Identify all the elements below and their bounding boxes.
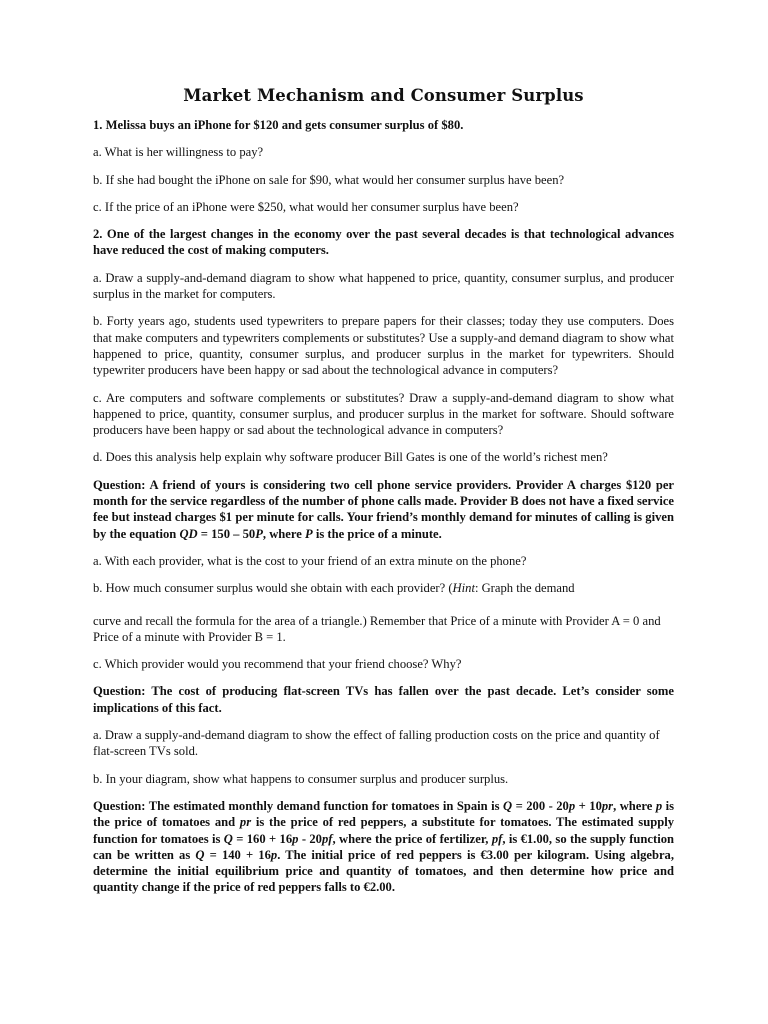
equation-p-definition: P — [305, 526, 313, 541]
q5-var: pf — [321, 831, 333, 846]
q5-var: p — [292, 831, 299, 846]
question-5-prompt — [93, 798, 674, 896]
question-1-part-b: b. If she had bought the iPhone on sale for $90, what would her consumer surplus have been? — [93, 172, 565, 187]
q5-text: , where the price of fertilizer, — [332, 831, 492, 846]
question-3-prompt-lead: Question: A friend of yours is considering two cell phone service providers. Provider A charges $120 per month for the service regardless of the number of phone calls made. Provider B does not have a fixed service fee but instead charges $1 per minute for calls. Your friend’s monthly demand for minutes of calling is given by the equation — [93, 477, 674, 541]
q5-text: Question: The estimated monthly demand function for tomatoes in Spain is — [93, 798, 503, 813]
q5-var: Q — [195, 847, 205, 862]
q5-text: = 200 - 20 — [512, 798, 569, 813]
equation-qd: QD — [179, 526, 198, 541]
question-2-prompt: 2. One of the largest changes in the economy over the past several decades is that technological advances have reduced the cost of making computers. — [93, 227, 674, 258]
question-4-part-b: b. In your diagram, show what happens to consumer surplus and producer surplus. — [93, 771, 509, 786]
equation-where: , where — [262, 526, 305, 541]
q5-text: , where — [613, 798, 656, 813]
equation-p: P — [255, 526, 263, 541]
q5-text: , is €1.00, so the supply function can be written as — [93, 831, 674, 862]
question-1-part-c: c. If the price of an iPhone were $250, what would her consumer surplus have been? — [93, 199, 519, 214]
question-1-prompt: 1. Melissa buys an iPhone for $120 and gets consumer surplus of $80. — [93, 118, 464, 132]
question-3-part-b-continued: curve and recall the formula for the area of a triangle.) Remember that Price of a minute with Provider A = 0 and Price of a minute with Provider B = 1. — [93, 613, 661, 644]
q5-var: Q — [503, 798, 513, 813]
equation-mid: = 150 – 50 — [197, 526, 256, 541]
q5-text: - 20 — [298, 831, 322, 846]
question-3-part-c: c. Which provider would you recommend that your friend choose? Why? — [93, 657, 462, 672]
q5-var: Q — [223, 831, 233, 846]
question-2-part-b: b. Forty years ago, students used typewriters to prepare papers for their classes; today they use computers. Does that make computers and typewriters complements or substitutes? Use a supply-and demand diagram to show what happened to price, quantity, consumer surplus, and producer surplus in the market for typewriters. Should typewriter producers have been happy or sad about the technological advance in computers? — [93, 314, 674, 378]
question-4-prompt: Question: The cost of producing flat-screen TVs has fallen over the past decade. Let’s consider some implications of this fact. — [93, 684, 674, 715]
q5-var: pr — [601, 798, 614, 813]
q5-var: p — [270, 847, 278, 862]
question-3-part-a: a. With each provider, what is the cost to your friend of an extra minute on the phone? — [93, 553, 527, 568]
question-3-part-b — [93, 580, 674, 596]
question-2-part-a: a. Draw a supply-and-demand diagram to show what happened to price, quantity, consumer surplus, and producer surplus in the market for computers. — [93, 270, 674, 302]
q5-text: + 10 — [575, 798, 602, 813]
q5-text: is the price of red peppers, a substitute for tomatoes. The estimated supply function for tomatoes is — [93, 815, 675, 846]
question-4-part-a: a. Draw a supply-and-demand diagram to show the effect of falling production costs on the price and quantity of flat-screen TVs sold. — [93, 728, 660, 759]
question-1-part-a: a. What is her willingness to pay? — [93, 145, 264, 160]
q5-var: pf — [491, 831, 503, 846]
question-3-prompt — [93, 477, 674, 542]
question-3-part-b-tail: : Graph the demand — [474, 581, 575, 596]
q5-var: pr — [239, 815, 252, 830]
question-3-part-b-lead: b. How much consumer surplus would she obtain with each provider? ( — [93, 581, 453, 596]
question-2-part-d: d. Does this analysis help explain why software producer Bill Gates is one of the world’s richest men? — [93, 450, 608, 465]
q5-text: = 160 + 16 — [232, 831, 293, 846]
page-title: Market Mechanism and Consumer Surplus — [183, 86, 584, 105]
question-3-prompt-tail: is the price of a minute. — [312, 526, 442, 541]
q5-var: p — [568, 798, 576, 813]
q5-text: . The initial price of red peppers is €3.00 per kilogram. Using algebra, determine the initial equilibrium price and quantity of tomatoes, and then determine how price and quantity change if the price of red peppers falls to €2.00. — [93, 847, 674, 895]
q5-var: p — [655, 798, 663, 813]
q5-text: is the price of tomatoes and — [93, 798, 674, 830]
q5-text: = 140 + 16 — [204, 847, 271, 862]
question-2-part-c: c. Are computers and software complements or substitutes? Draw a supply-and-demand diagram to show what happened to price, quantity, consumer surplus, and producer surplus in the market for software. Should software producers have been happy or sad about the technological advance in computers? — [93, 390, 674, 438]
hint-label: Hint — [452, 581, 475, 596]
